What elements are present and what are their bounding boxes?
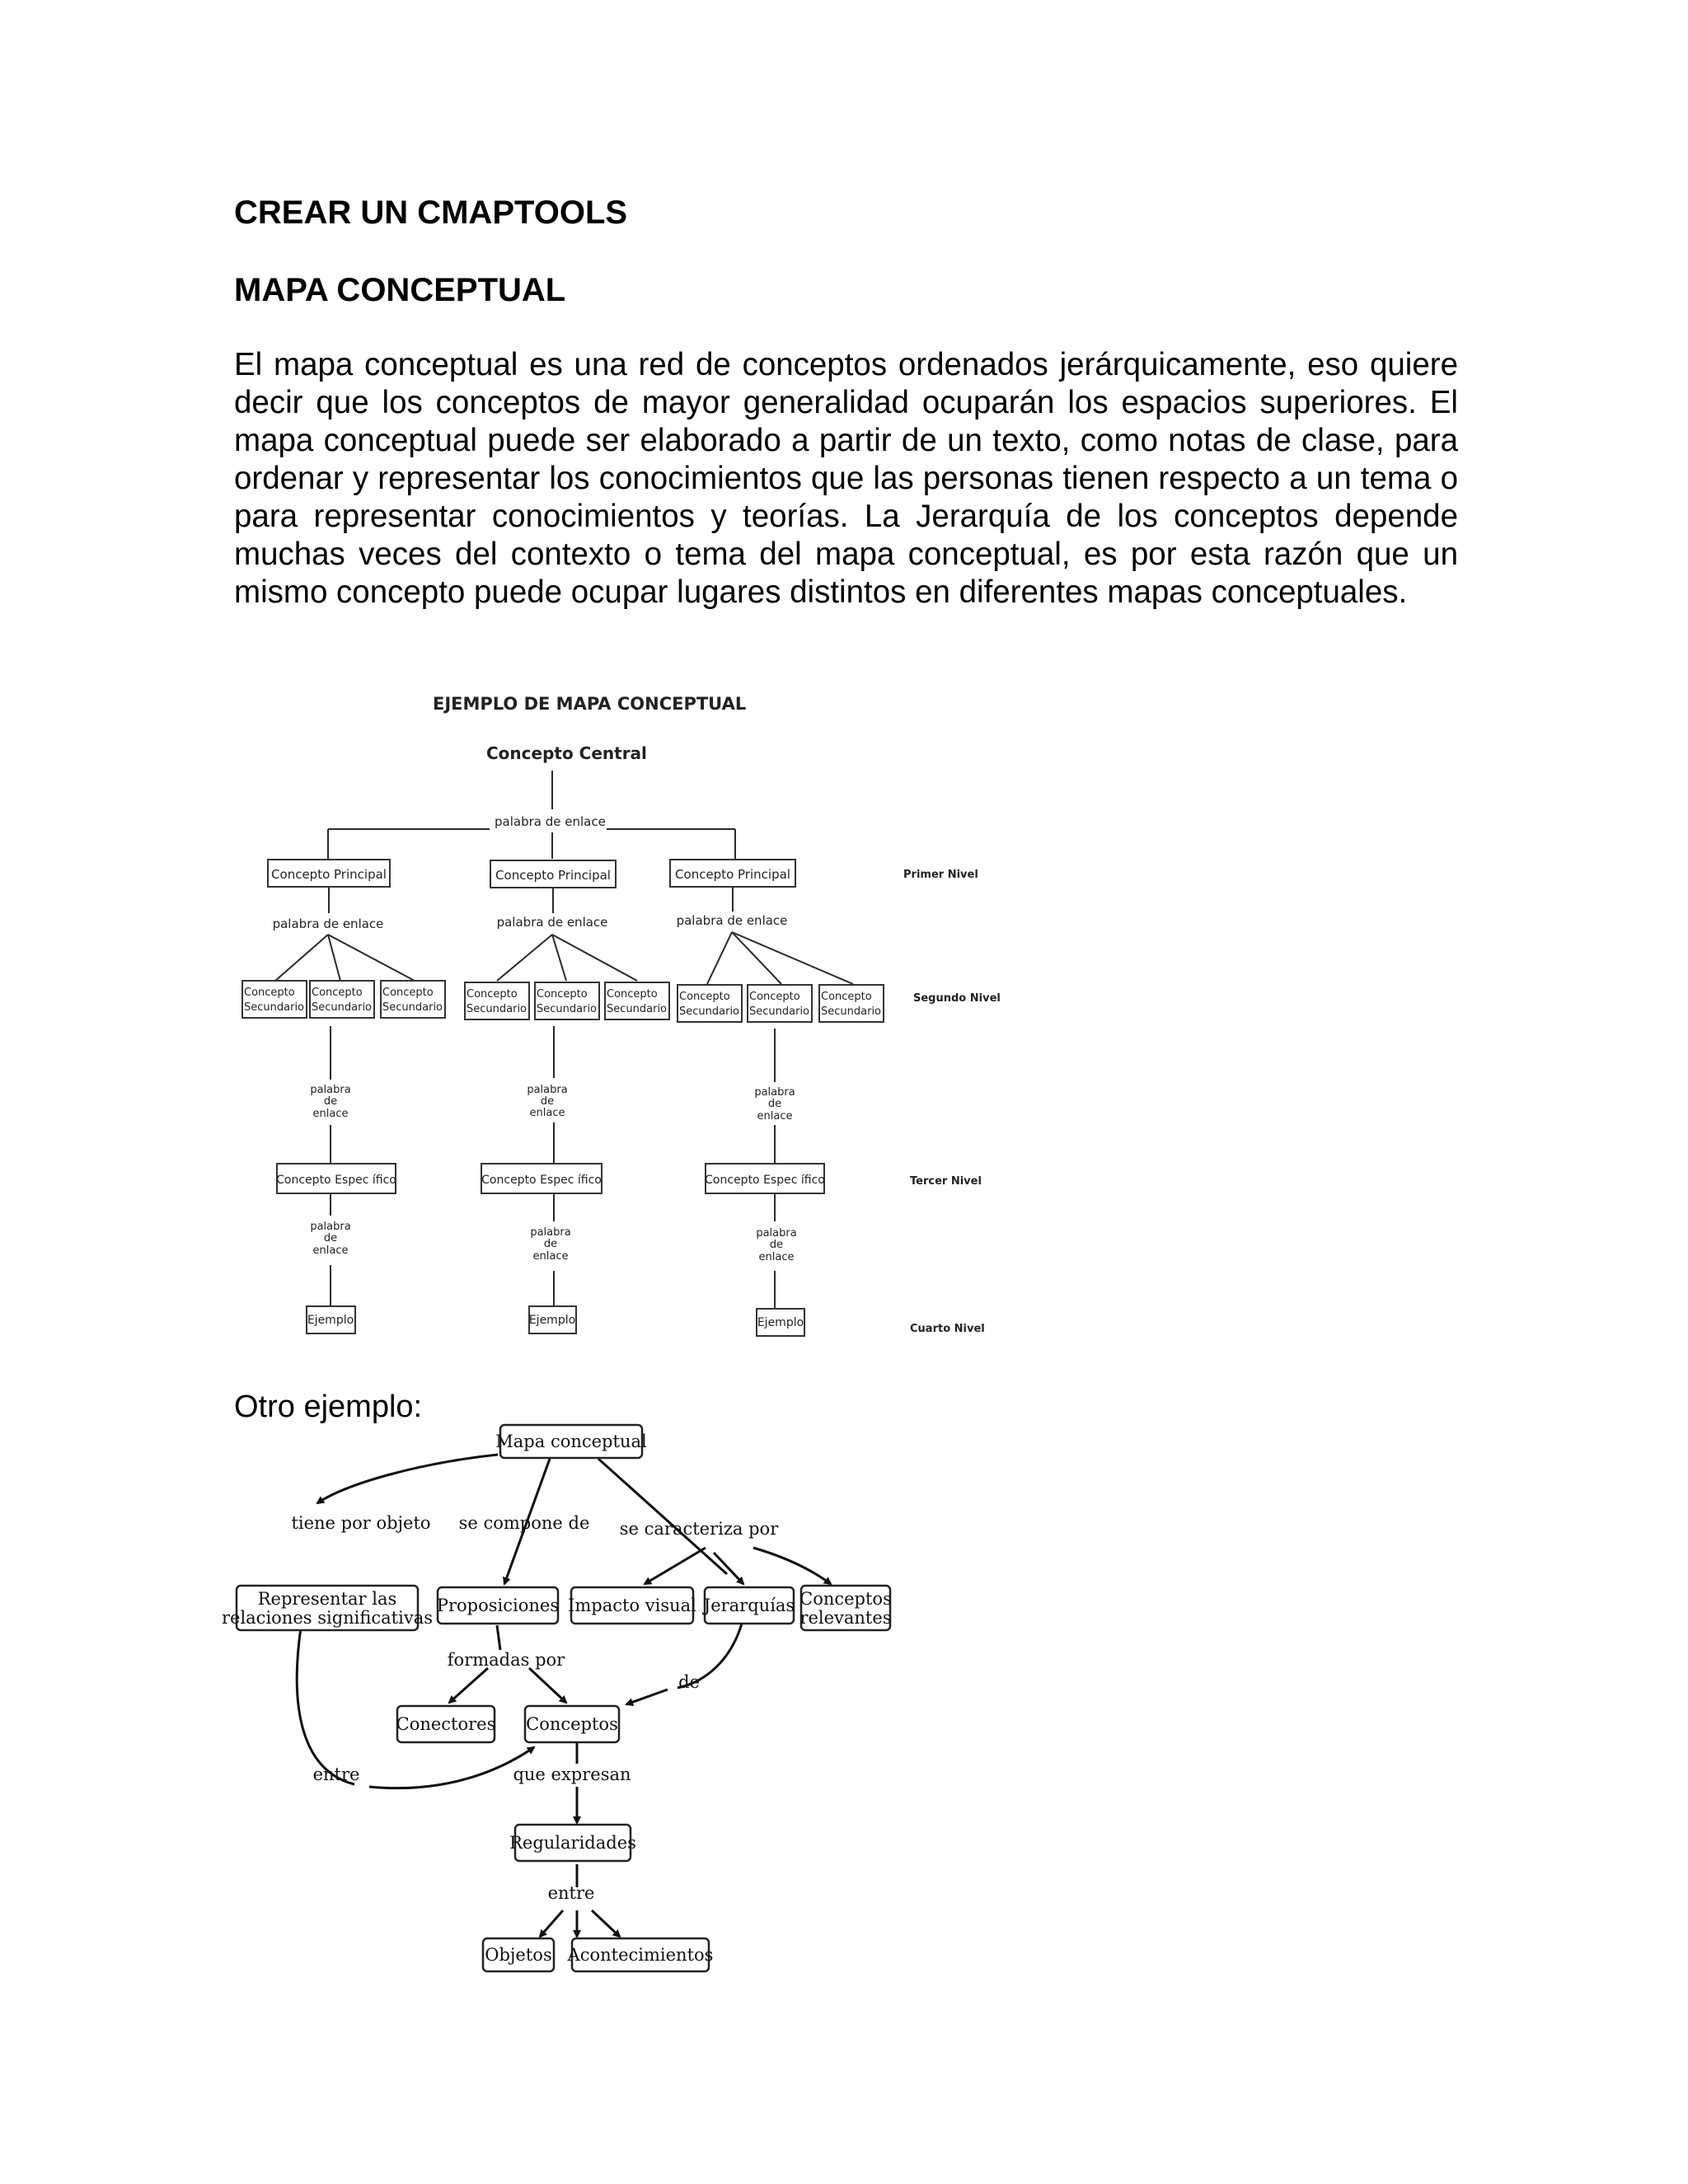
link-word-vertical: enlace	[757, 1110, 793, 1122]
principal-concept-3: Concepto Principal	[675, 867, 790, 882]
secondary-concept: Secundario	[382, 1001, 443, 1014]
link-word-vertical: enlace	[312, 1244, 349, 1257]
example-concept: Ejemplo	[528, 1314, 576, 1327]
link-word-vertical: de	[767, 1098, 782, 1110]
example-concept: Ejemplo	[757, 1316, 804, 1329]
root-concept: Mapa conceptual	[495, 1432, 647, 1451]
link-word-vertical: palabra	[530, 1226, 571, 1239]
principal-concept-2: Concepto Principal	[495, 868, 611, 883]
secondary-concept: Concepto	[382, 987, 434, 999]
example-concept: Ejemplo	[307, 1314, 354, 1327]
concept-objetos: Objetos	[485, 1945, 552, 1965]
specific-concept: Concepto Espec ífico	[481, 1174, 602, 1187]
link-word-vertical: de	[540, 1095, 555, 1108]
concept-conectores: Conectores	[396, 1714, 496, 1734]
link-se-compone-de: se compone de	[458, 1513, 590, 1533]
concept-regularidades: Regularidades	[509, 1833, 636, 1853]
link-word-vertical: de	[323, 1095, 338, 1108]
level-label: Tercer Nivel	[910, 1175, 982, 1188]
link-word-vertical: de	[543, 1238, 558, 1250]
link-de: de	[678, 1672, 700, 1692]
link-word-vertical: enlace	[529, 1107, 565, 1119]
concept-jerarquias: Jerarquías	[703, 1596, 795, 1615]
concept-representar: Representar las	[257, 1589, 397, 1609]
level-label: Segundo Nivel	[913, 992, 1001, 1005]
secondary-concept: Secundario	[467, 1003, 528, 1015]
link-que-expresan: que expresan	[513, 1765, 631, 1784]
link-formadas-por: formadas por	[447, 1650, 565, 1670]
concept-acontecimientos: Acontecimientos	[567, 1945, 714, 1965]
page-title: CREAR UN CMAPTOOLS	[234, 194, 628, 231]
concept-conceptos-relevantes: relevantes	[799, 1608, 892, 1628]
secondary-concept: Secundario	[244, 1001, 305, 1014]
specific-concept: Concepto Espec ífico	[276, 1174, 396, 1187]
link-se-caracteriza-por: se caracteriza por	[619, 1519, 779, 1539]
secondary-concept: Concepto	[312, 987, 363, 999]
concept-impacto-visual: Impacto visual	[568, 1596, 696, 1615]
link-word-level1: palabra de enlace	[496, 915, 608, 930]
link-word-vertical: enlace	[758, 1251, 795, 1263]
other-example-label: Otro ejemplo:	[234, 1390, 423, 1424]
secondary-concept: Concepto	[467, 988, 518, 1001]
link-word-vertical: palabra	[310, 1084, 351, 1096]
link-word-vertical: de	[323, 1232, 338, 1244]
specific-concept: Concepto Espec ífico	[705, 1174, 825, 1187]
concept-conceptos: Conceptos	[526, 1714, 618, 1734]
link-word-vertical: palabra	[756, 1227, 797, 1240]
secondary-concept: Concepto	[607, 988, 658, 1001]
secondary-concept: Secundario	[749, 1005, 810, 1018]
central-concept: Concepto Central	[486, 743, 647, 763]
concept-conceptos-relevantes: Conceptos	[799, 1589, 892, 1609]
secondary-concept: Concepto	[244, 987, 295, 999]
secondary-concept: Concepto	[821, 991, 872, 1003]
level-label: Cuarto Nivel	[910, 1323, 985, 1335]
link-word-vertical: palabra	[754, 1086, 795, 1099]
link-word-vertical: enlace	[312, 1108, 349, 1120]
secondary-concept: Concepto	[537, 988, 588, 1001]
link-word-vertical: palabra	[310, 1221, 351, 1233]
concept-representar: relaciones significativas	[221, 1608, 434, 1628]
link-word-vertical: de	[769, 1239, 784, 1251]
link-word-vertical: palabra	[527, 1084, 568, 1096]
link-tiene-por-objeto: tiene por objeto	[291, 1513, 431, 1533]
link-word-top: palabra de enlace	[495, 814, 606, 829]
principal-concept-1: Concepto Principal	[271, 867, 387, 882]
secondary-concept: Concepto	[679, 991, 730, 1003]
secondary-concept: Secundario	[607, 1003, 668, 1015]
link-word-vertical: enlace	[532, 1250, 569, 1263]
secondary-concept: Secundario	[312, 1001, 373, 1014]
level-label: Primer Nivel	[903, 869, 978, 881]
secondary-concept: Secundario	[821, 1005, 882, 1018]
concept-proposiciones: Proposiciones	[436, 1596, 560, 1615]
secondary-concept: Secundario	[537, 1003, 598, 1015]
secondary-concept: Concepto	[749, 991, 800, 1003]
link-entre: entre	[312, 1765, 360, 1784]
section-title: MAPA CONCEPTUAL	[234, 272, 566, 308]
diagram1-title: EJEMPLO DE MAPA CONCEPTUAL	[433, 694, 747, 714]
link-word-level1: palabra de enlace	[272, 916, 384, 931]
link-entre: entre	[547, 1883, 595, 1903]
link-word-level1: palabra de enlace	[676, 913, 788, 928]
body-paragraph: El mapa conceptual es una red de conceptos ordenados jerárquicamente, eso quiere decir que los conceptos de mayor generalidad ocuparán los espacios superiores. El mapa conceptual puede ser elaborado a partir de un texto, como notas de clase, para ordenar y representar los conocimientos que las personas tienen respecto a un tema o para representar conocimientos y teorías. La Jerarquía de los conceptos depende muchas veces del contexto o tema del mapa conceptual, es por esta razón que un mismo concepto puede ocupar lugares distintos en diferentes mapas conceptuales.	[234, 347, 1458, 610]
secondary-concept: Secundario	[679, 1005, 740, 1018]
